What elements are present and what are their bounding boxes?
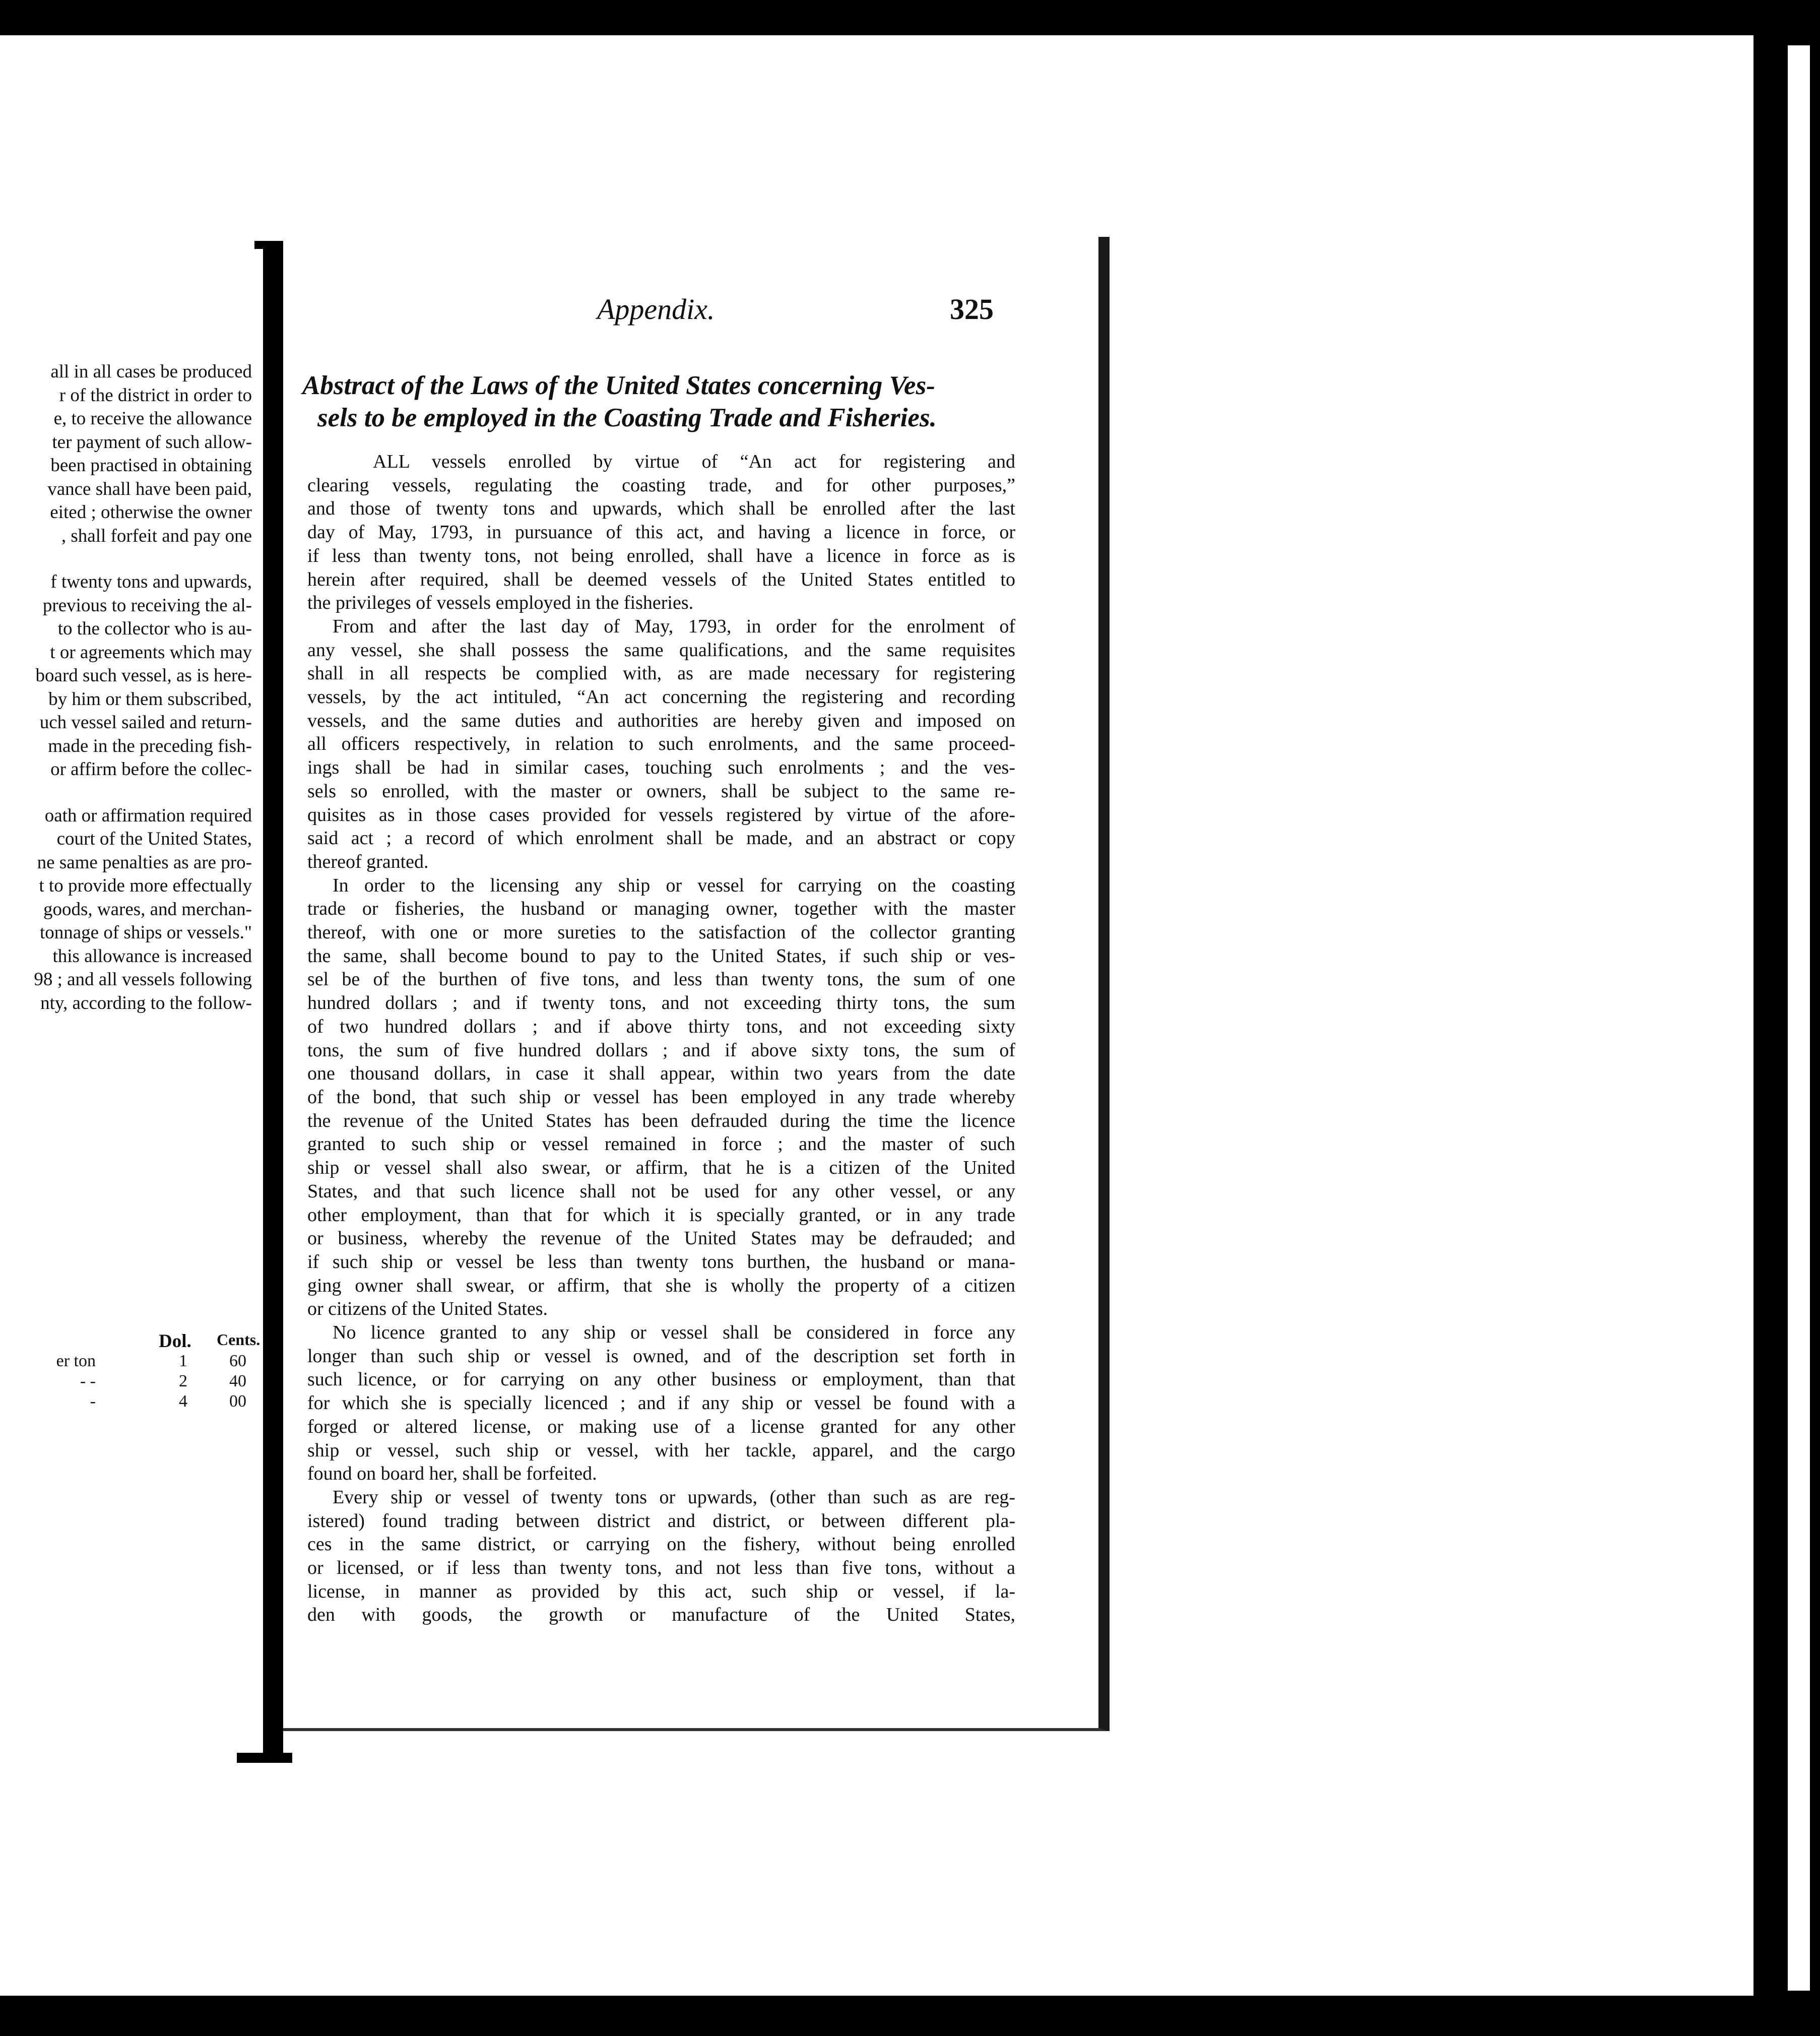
- body-line: ALL vessels enrolled by virtue of “An act for registering and: [373, 451, 1015, 472]
- left-page-line: this allowance is increased: [52, 945, 252, 967]
- left-page-line: or affirm before the collec-: [50, 759, 252, 780]
- left-page-line: vance shall have been paid,: [47, 478, 252, 499]
- left-page-line: r of the district in order to: [59, 385, 252, 406]
- body-line: thereof, with one or more sureties to the satisfaction of the collector granting: [307, 922, 1015, 943]
- body-line: or citizens of the United States.: [307, 1298, 548, 1320]
- scan-edge-right: [1753, 20, 1820, 2016]
- left-page-line: e, to receive the allowance: [53, 408, 252, 429]
- section-title: [302, 369, 1023, 434]
- body-line: ces in the same district, or carrying on the fishery, without being enrolled: [307, 1534, 1015, 1555]
- body-line: No licence granted to any ship or vessel shall be considered in force any: [333, 1322, 1015, 1344]
- left-page-line: f twenty tons and upwards,: [50, 571, 252, 592]
- body-line: trade or fisheries, the husband or managing owner, together with the master: [307, 898, 1015, 920]
- body-line: ings shall be had in similar cases, touching such enrolments ; and the ves-: [307, 757, 1015, 779]
- body-line: found on board her, shall be forfeited.: [307, 1463, 597, 1485]
- body-line: forged or altered license, or making use of a license granted for any other: [307, 1416, 1015, 1437]
- left-page-line: goods, wares, and merchan-: [43, 899, 252, 920]
- left-page-line: nty, according to the follow-: [40, 992, 252, 1013]
- left-page: [0, 237, 272, 1769]
- body-line: sel be of the burthen of five tons, and less than twenty tons, the sum of one: [307, 969, 1015, 990]
- body-line: ship or vessel shall also swear, or affirm, that he is a citizen of the United: [307, 1157, 1015, 1179]
- body-line: From and after the last day of May, 1793, in order for the enrolment of: [333, 615, 1015, 637]
- book-spine-bottom: [237, 1753, 292, 1763]
- body-line: one thousand dollars, in case it shall appear, within two years from the date: [307, 1063, 1015, 1085]
- body-line: all officers respectively, in relation to such enrolments, and the same proceed-: [307, 733, 1015, 755]
- body-line: if such ship or vessel be less than twenty tons burthen, the husband or mana-: [307, 1251, 1015, 1272]
- body-line: day of May, 1793, in pursuance of this act, and having a licence in force, or: [307, 522, 1015, 543]
- page-number: 325: [950, 293, 994, 326]
- body-line: license, in manner as provided by this act, such ship or vessel, if la-: [307, 1580, 1015, 1602]
- body-line: vessels, and the same duties and authorities are hereby given and imposed on: [307, 710, 1015, 731]
- left-page-line: 98 ; and all vessels following: [34, 969, 252, 990]
- body-line: the privileges of vessels employed in the fisheries.: [307, 592, 694, 614]
- body-line: or licensed, or if less than twenty tons, and not less than five tons, without a: [307, 1557, 1015, 1579]
- left-page-line: tonnage of ships or vessels.": [39, 922, 252, 943]
- left-page-line: eited ; otherwise the owner: [50, 502, 252, 523]
- left-page-line: board such vessel, as is here-: [35, 665, 252, 686]
- table-row-cents: 60: [229, 1352, 246, 1370]
- table-row-dol: 4: [179, 1392, 187, 1411]
- body-line: longer than such ship or vessel is owned, and of the description set forth in: [307, 1345, 1015, 1367]
- body-line: if less than twenty tons, not being enrolled, shall have a licence in force as is: [307, 545, 1015, 566]
- body-line: In order to the licensing any ship or vessel for carrying on the coasting: [333, 874, 1015, 896]
- body-line: thereof granted.: [307, 851, 429, 872]
- body-line: herein after required, shall be deemed vessels of the United States entitled to: [307, 568, 1015, 590]
- table-row-dol: 2: [179, 1372, 187, 1390]
- table-row-cents: 00: [229, 1392, 246, 1411]
- body-line: granted to such ship or vessel remained in force ; and the master of such: [307, 1133, 1015, 1155]
- body-line: the revenue of the United States has been defrauded during the time the licence: [307, 1110, 1015, 1131]
- body-line: clearing vessels, regulating the coasting trade, and for other purposes,”: [307, 474, 1015, 496]
- table-row-label: er ton: [56, 1352, 96, 1370]
- table-row-label: - -: [80, 1372, 96, 1390]
- left-page-line: t or agreements which may: [50, 642, 252, 663]
- left-page-line: by him or them subscribed,: [48, 688, 252, 710]
- left-page-line: ter payment of such allow-: [52, 431, 252, 453]
- body-line: any vessel, she shall possess the same qualifications, and the same requisites: [307, 639, 1015, 661]
- left-page-line: , shall forfeit and pay one: [61, 525, 252, 546]
- body-line: sels so enrolled, with the master or owners, shall be subject to the same re-: [307, 780, 1015, 802]
- body-line: the same, shall become bound to pay to the United States, if such ship or ves-: [307, 945, 1015, 967]
- running-header: Appendix.: [597, 293, 715, 326]
- table-row-dol: 1: [179, 1352, 187, 1370]
- body-line: ging owner shall swear, or affirm, that she is wholly the property of a citizen: [307, 1275, 1015, 1296]
- left-page-line: all in all cases be produced: [50, 361, 252, 382]
- body-line: quisites as in those cases provided for vessels registered by virtue of the afore-: [307, 804, 1015, 825]
- body-line: or business, whereby the revenue of the United States may be defrauded; and: [307, 1228, 1015, 1249]
- body-line: for which she is specially licenced ; and if any ship or vessel be found with a: [307, 1392, 1015, 1414]
- table-header-dol: Dol.: [159, 1331, 191, 1352]
- body-line: hundred dollars ; and if twenty tons, and not exceeding thirty tons, the sum: [307, 992, 1015, 1014]
- body-line: Every ship or vessel of twenty tons or upwards, (other than such as are reg-: [333, 1486, 1015, 1508]
- section-title-line: sels to be employed in the Coasting Trade and Fisheries.: [317, 403, 937, 432]
- table-header-cents: Cents.: [217, 1330, 261, 1349]
- left-page-line: made in the preceding fish-: [48, 735, 252, 756]
- body-line: den with goods, the growth or manufacture of the United States,: [307, 1604, 1015, 1626]
- body-line: tons, the sum of five hundred dollars ; and if above sixty tons, the sum of: [307, 1039, 1015, 1061]
- book-spine: [263, 241, 283, 1758]
- body-line: such licence, or for carrying on any other business or employment, than that: [307, 1369, 1015, 1390]
- left-page-line: oath or affirmation required: [44, 805, 252, 826]
- body-line: of the bond, that such ship or vessel has been employed in any trade whereby: [307, 1086, 1015, 1108]
- left-page-line: court of the United States,: [56, 829, 252, 849]
- left-page-line: t to provide more effectually: [39, 875, 252, 896]
- left-page-line: previous to receiving the al-: [42, 595, 252, 616]
- body-line: other employment, than that for which it is specially granted, or in any trade: [307, 1204, 1015, 1226]
- body-line: istered) found trading between district and district, or between different pla-: [307, 1510, 1015, 1532]
- table-row-label: -: [90, 1392, 96, 1411]
- body-line: of two hundred dollars ; and if above thirty tons, and not exceeding sixty: [307, 1015, 1015, 1037]
- adjacent-page-edge: [1788, 45, 1810, 1991]
- body-line: and those of twenty tons and upwards, which shall be enrolled after the last: [307, 498, 1015, 520]
- left-page-line: uch vessel sailed and return-: [39, 712, 252, 733]
- left-page-line: to the collector who is au-: [57, 618, 252, 639]
- section-title-line: Abstract of the Laws of the United States concerning Ves-: [302, 371, 935, 400]
- body-line: vessels, by the act intituled, “An act concerning the registering and recording: [307, 686, 1015, 708]
- table-row-cents: 40: [229, 1372, 246, 1390]
- left-page-line: ne same penalties as are pro-: [37, 852, 252, 873]
- body-line: States, and that such licence shall not be used for any other vessel, or any: [307, 1180, 1015, 1202]
- left-page-line: been practised in obtaining: [50, 455, 252, 476]
- body-line: shall in all respects be complied with, as are made necessary for registering: [307, 663, 1015, 684]
- body-text: [307, 450, 1015, 1627]
- body-line: ship or vessel, such ship or vessel, with her tackle, apparel, and the cargo: [307, 1439, 1015, 1461]
- body-line: said act ; a record of which enrolment shall be made, and an abstract or copy: [307, 828, 1015, 849]
